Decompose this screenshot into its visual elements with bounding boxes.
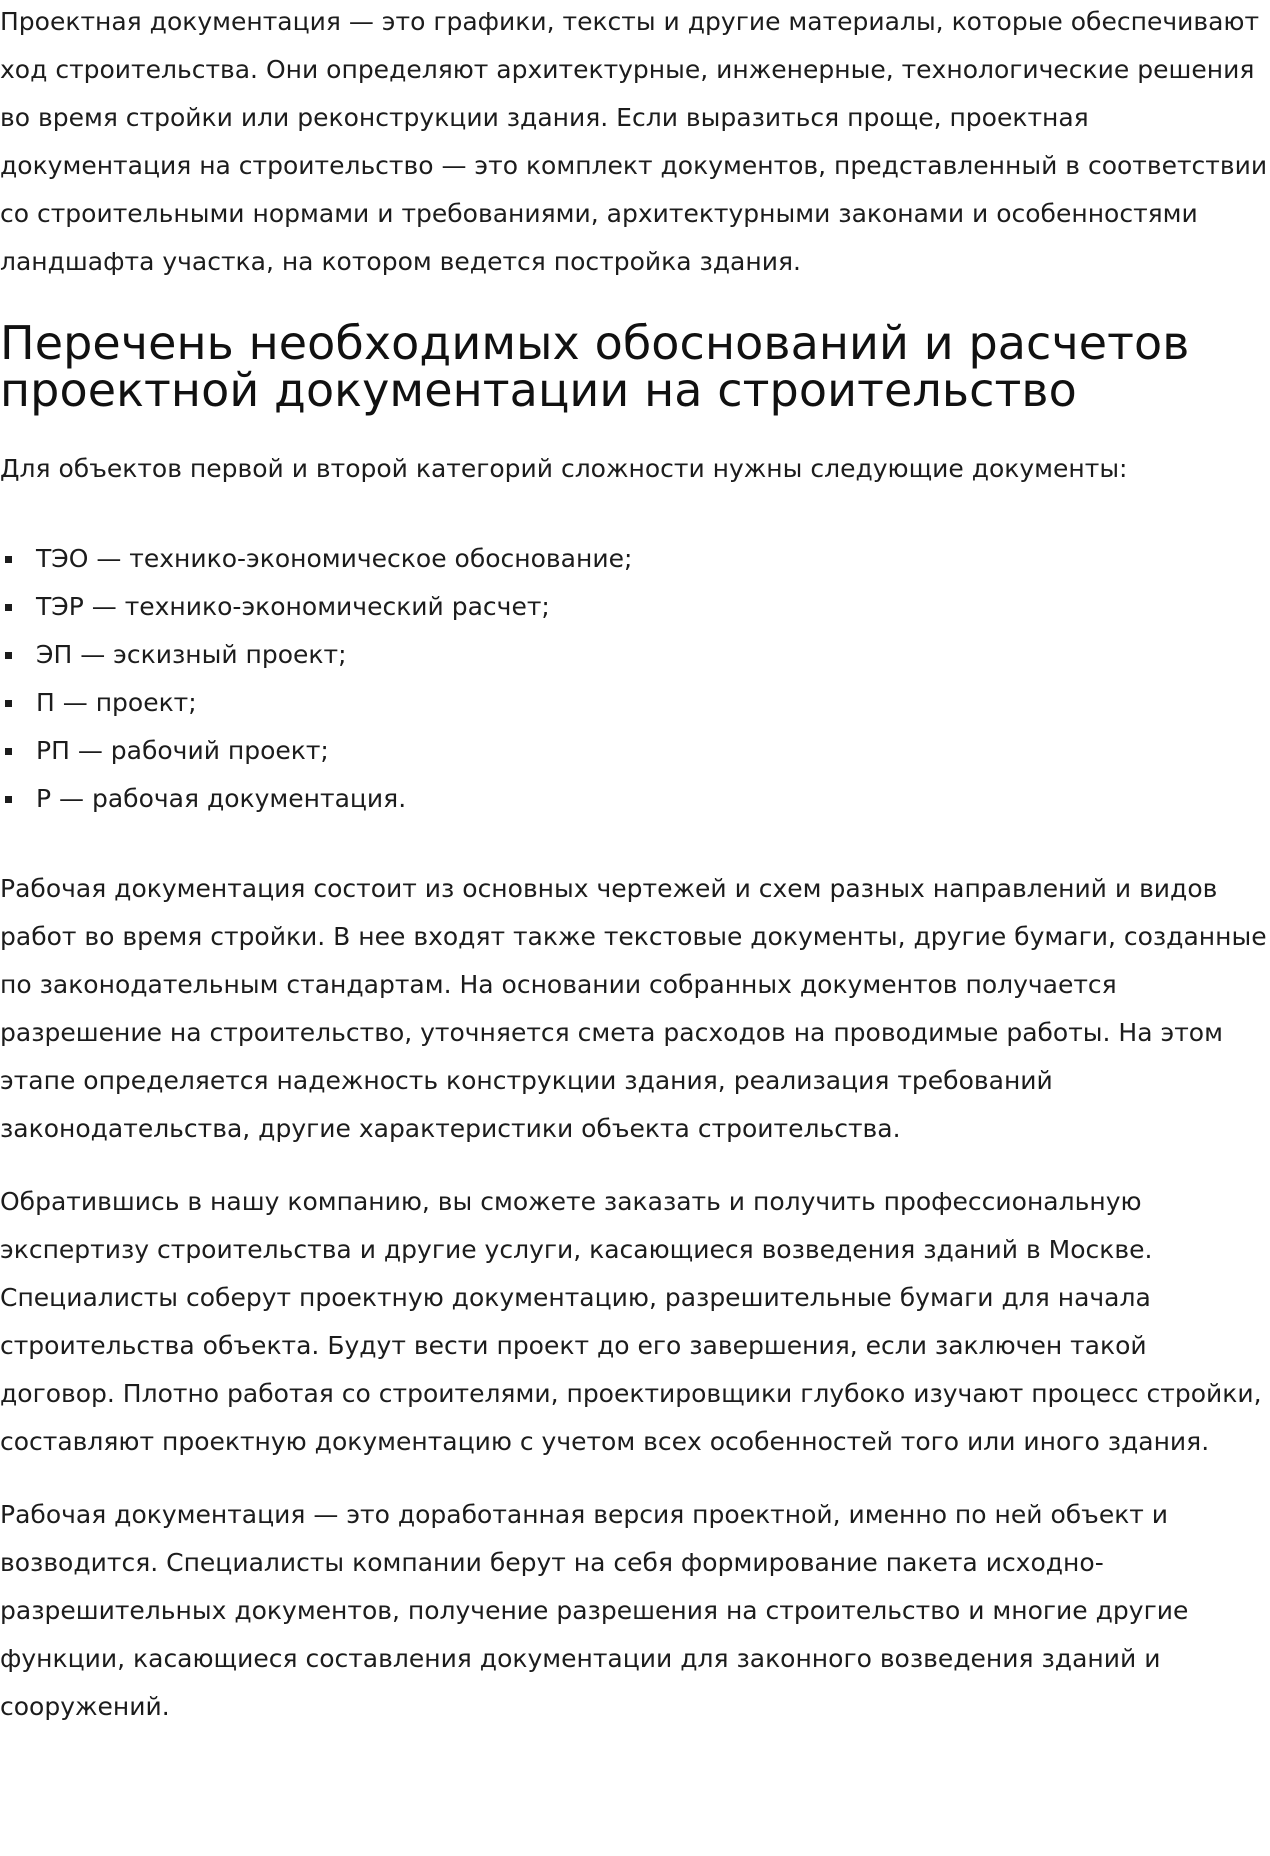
company-services-paragraph: Обратившись в нашу компанию, вы сможете заказать и получить профессиональную экспертизу строительства и другие услуги, касающиеся возведения зданий в Москве. Специалисты соберут проектную документацию, разрешительные бумаги для начала строительства объекта. Будут вести проект до его завершения, если заключен такой договор. Плотно работая со строителями, проектировщики глубоко изучают процесс стройки, составляют проектную документацию с учетом всех особенностей того или иного здания. — [0, 1187, 1262, 1456]
square-bullet-icon — [5, 556, 12, 563]
final-paragraph: Рабочая документация — это доработанная версия проектной, именно по ней объект и возводится. Специалисты компании берут на себя формирование пакета исходно-разрешительных документов, получение разрешения на строительство и многие другие функции, касающиеся составления документации для законного возведения зданий и сооружений. — [0, 1500, 1189, 1721]
list-lead-paragraph: Для объектов первой и второй категорий сложности нужны следующие документы: — [0, 454, 1128, 483]
list-item — [0, 679, 1268, 727]
document-types-list — [0, 535, 1268, 823]
list-item-text: Р — рабочая документация. — [36, 784, 407, 813]
square-bullet-icon — [5, 796, 12, 803]
list-item-text: ТЭО — технико-экономическое обоснование; — [36, 544, 633, 573]
list-item — [0, 583, 1268, 631]
list-item-text: ТЭР — технико-экономический расчет; — [36, 592, 550, 621]
list-item-text: ЭП — эскизный проект; — [36, 640, 347, 669]
list-item — [0, 727, 1268, 775]
list-item — [0, 535, 1268, 583]
list-item — [0, 775, 1268, 823]
working-docs-paragraph: Рабочая документация состоит из основных чертежей и схем разных направлений и видов работ во время стройки. В нее входят также текстовые документы, другие бумаги, созданные по законодательным стандартам. На основании собранных документов получается разрешение на строительство, уточняется смета расходов на проводимые работы. На этом этапе определяется надежность конструкции здания, реализация требований законодательства, другие характеристики объекта строительства. — [0, 874, 1267, 1143]
list-item-text: РП — рабочий проект; — [36, 736, 329, 765]
intro-paragraph: Проектная документация — это графики, тексты и другие материалы, которые обеспечивают ход строительства. Они определяют архитектурные, инженерные, технологические решения во время стройки или реконструкции здания. Если выразиться проще, проектная документация на строительство — это комплект документов, представленный в соответствии со строительными нормами и требованиями, архитектурными законами и особенностями ландшафта участка, на котором ведется постройка здания. — [0, 7, 1268, 276]
square-bullet-icon — [5, 652, 12, 659]
list-item — [0, 631, 1268, 679]
section-heading: Перечень необходимых обоснований и расчетов проектной документации на строительство — [0, 316, 1190, 417]
square-bullet-icon — [5, 700, 12, 707]
square-bullet-icon — [5, 748, 12, 755]
list-item-text: П — проект; — [36, 688, 197, 717]
square-bullet-icon — [5, 604, 12, 611]
